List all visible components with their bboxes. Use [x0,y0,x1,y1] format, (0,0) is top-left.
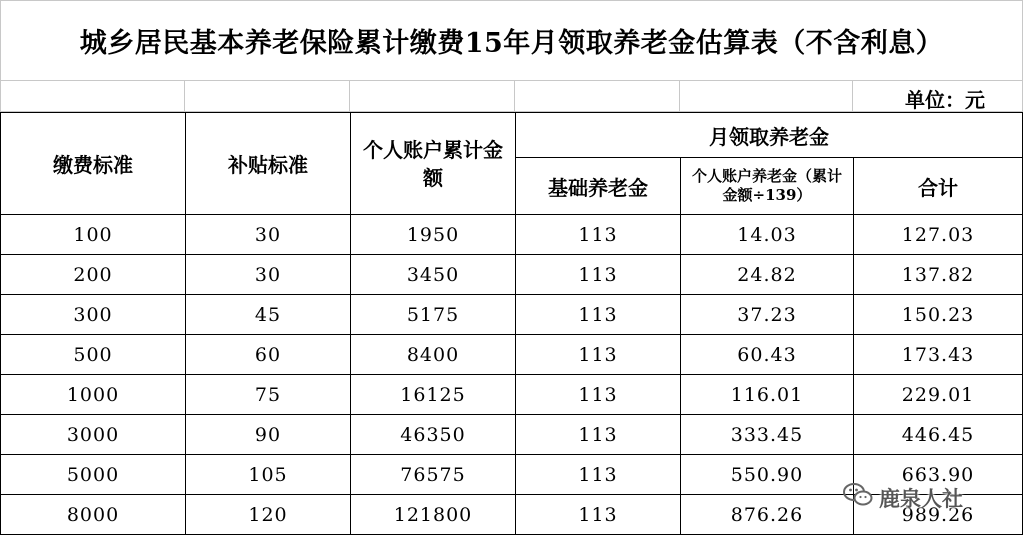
empty-cell [0,81,185,112]
cell-payment: 200 [1,255,186,295]
cell-subsidy: 30 [186,255,351,295]
unit-row [0,81,1023,112]
cell-total: 137.82 [854,255,1023,295]
cell-basic: 113 [516,495,681,535]
empty-cell [515,81,680,112]
header-account-total: 个人账户累计金额 [351,113,516,215]
cell-account-pension: 333.45 [681,415,854,455]
title-row [0,0,1023,81]
watermark-text: 鹿泉人社 [879,486,963,511]
cell-payment: 300 [1,295,186,335]
cell-account-pension: 24.82 [681,255,854,295]
header-monthly-pension: 月领取养老金 [516,113,1023,158]
cell-basic: 113 [516,215,681,255]
header-total: 合计 [854,158,1023,215]
cell-basic: 113 [516,255,681,295]
cell-account: 5175 [351,295,516,335]
table-row [1,295,1023,335]
cell-total: 150.23 [854,295,1023,335]
cell-account: 121800 [351,495,516,535]
cell-account: 1950 [351,215,516,255]
cell-total: 229.01 [854,375,1023,415]
empty-cell [350,81,515,112]
cell-subsidy: 30 [186,215,351,255]
cell-payment: 5000 [1,455,186,495]
cell-account-pension: 876.26 [681,495,854,535]
cell-total: 989.26 [854,495,1023,535]
header-payment-standard: 缴费标准 [1,113,186,215]
cell-basic: 113 [516,455,681,495]
table-row [1,215,1023,255]
table-row [1,375,1023,415]
cell-subsidy: 60 [186,335,351,375]
cell-total: 446.45 [854,415,1023,455]
empty-cell [185,81,350,112]
table-row [1,415,1023,455]
cell-payment: 100 [1,215,186,255]
cell-payment: 500 [1,335,186,375]
cell-subsidy: 90 [186,415,351,455]
wechat-icon [843,482,879,513]
table-row [1,335,1023,375]
cell-account: 3450 [351,255,516,295]
cell-subsidy: 45 [186,295,351,335]
empty-cell [680,81,853,112]
header-subsidy-standard: 补贴标准 [186,113,351,215]
cell-subsidy: 75 [186,375,351,415]
unit-label: 单位：元 [905,88,985,112]
cell-account: 76575 [351,455,516,495]
cell-basic: 113 [516,415,681,455]
cell-subsidy: 105 [186,455,351,495]
cell-total: 663.90 [854,455,1023,495]
header-account-pension: 个人账户养老金（累计金额÷139） [681,158,854,215]
cell-total: 127.03 [854,215,1023,255]
cell-payment: 3000 [1,415,186,455]
cell-total: 173.43 [854,335,1023,375]
cell-basic: 113 [516,375,681,415]
cell-payment: 1000 [1,375,186,415]
cell-basic: 113 [516,335,681,375]
cell-account: 16125 [351,375,516,415]
table-row [1,255,1023,295]
cell-subsidy: 120 [186,495,351,535]
cell-account-pension: 37.23 [681,295,854,335]
cell-account-pension: 60.43 [681,335,854,375]
cell-account-pension: 116.01 [681,375,854,415]
cell-account: 46350 [351,415,516,455]
page-title: 城乡居民基本养老保险累计缴费15年月领取养老金估算表（不含利息） [79,28,944,59]
watermark [843,482,963,513]
cell-account: 8400 [351,335,516,375]
cell-account-pension: 14.03 [681,215,854,255]
cell-account-pension: 550.90 [681,455,854,495]
cell-basic: 113 [516,295,681,335]
cell-payment: 8000 [1,495,186,535]
pension-table [0,112,1023,535]
header-basic-pension: 基础养老金 [516,158,681,215]
